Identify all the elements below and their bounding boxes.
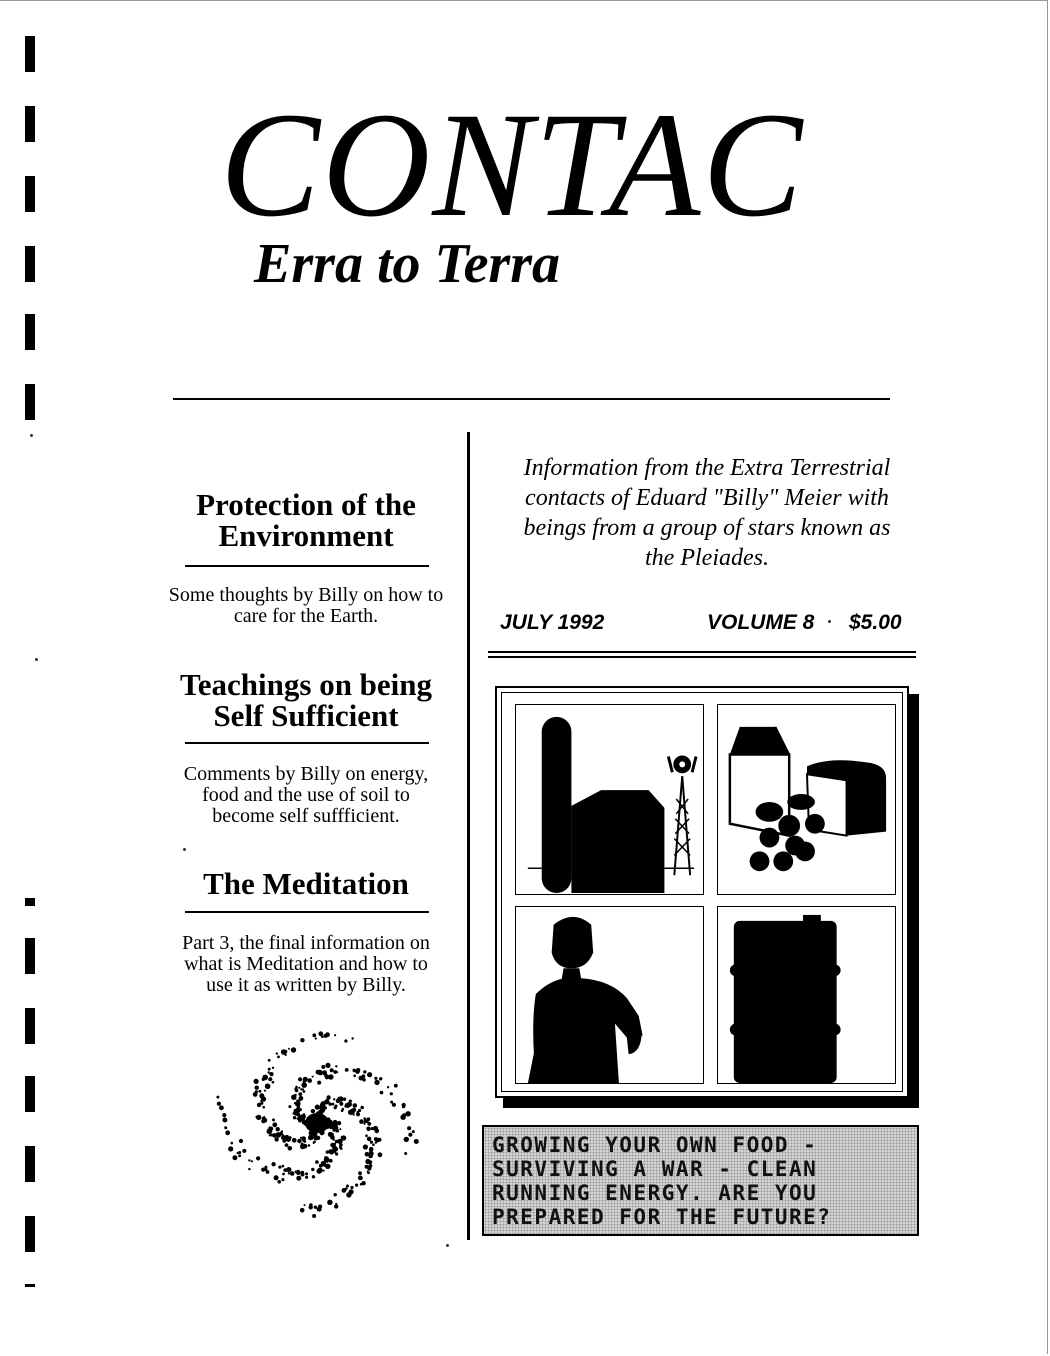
speck	[828, 620, 831, 623]
galaxy-speck	[369, 1151, 374, 1156]
galaxy-speck	[328, 1102, 331, 1105]
magazine-title: CONTAC	[220, 82, 805, 248]
galaxy-speck	[317, 1207, 322, 1212]
galaxy-speck	[367, 1122, 371, 1126]
galaxy-speck	[328, 1149, 333, 1154]
galaxy-speck	[282, 1165, 285, 1168]
article-title-line: Teachings on being	[179, 667, 433, 702]
binder-hole-mark	[25, 938, 35, 974]
galaxy-speck	[300, 1208, 305, 1213]
galaxy-speck	[308, 1135, 314, 1141]
galaxy-speck	[367, 1072, 372, 1077]
galaxy-speck	[268, 1071, 270, 1073]
galaxy-speck	[358, 1171, 362, 1175]
galaxy-speck	[242, 1149, 246, 1153]
galaxy-speck	[269, 1134, 271, 1136]
galaxy-speck	[277, 1180, 281, 1184]
galaxy-speck	[325, 1164, 330, 1169]
galaxy-speck	[359, 1119, 364, 1124]
article-description-line: Comments by Billy on energy,	[183, 763, 429, 785]
galaxy-speck	[300, 1144, 305, 1149]
galaxy-speck	[272, 1118, 275, 1121]
banner-line: GROWING YOUR OWN FOOD -	[492, 1133, 818, 1157]
speck	[446, 1244, 449, 1247]
galaxy-speck	[363, 1117, 366, 1120]
galaxy-speck	[350, 1186, 353, 1189]
galaxy-speck	[216, 1096, 219, 1099]
galaxy-speck	[258, 1090, 261, 1093]
galaxy-speck	[379, 1077, 382, 1080]
galaxy-speck	[336, 1126, 339, 1129]
food-cell	[717, 704, 896, 895]
galaxy-speck	[335, 1065, 337, 1067]
oil-barrel-icon	[718, 907, 895, 1083]
galaxy-speck	[350, 1112, 353, 1115]
binder-hole-mark	[25, 246, 35, 282]
binder-hole-mark	[25, 314, 35, 350]
galaxy-speck	[357, 1111, 360, 1114]
galaxy-speck	[281, 1178, 284, 1181]
illustration-panel	[495, 686, 909, 1098]
galaxy-speck	[390, 1092, 393, 1095]
binder-hole-mark	[25, 898, 35, 906]
issue-divider	[488, 656, 916, 658]
galaxy-speck	[334, 1147, 338, 1151]
galaxy-speck	[293, 1116, 296, 1119]
milk-bread-fruit-icon	[718, 705, 895, 894]
issue-date: JULY 1992	[500, 611, 605, 634]
galaxy-speck	[268, 1068, 271, 1071]
galaxy-speck	[343, 1098, 346, 1101]
galaxy-speck	[251, 1160, 253, 1162]
galaxy-speck	[317, 1081, 321, 1085]
galaxy-speck	[278, 1166, 281, 1169]
galaxy-speck	[339, 1102, 343, 1106]
intro-line: Information from the Extra Terrestrial	[523, 455, 891, 481]
galaxy-core	[305, 1113, 329, 1133]
galaxy-speck	[352, 1108, 356, 1112]
galaxy-speck	[319, 1106, 323, 1110]
galaxy-speck	[319, 1165, 322, 1168]
binder-hole-mark	[25, 106, 35, 142]
intro-text	[492, 453, 922, 573]
galaxy-speck	[375, 1129, 380, 1134]
article-underline	[185, 911, 429, 913]
galaxy-speck	[264, 1090, 266, 1092]
galaxy-speck	[288, 1048, 290, 1050]
binder-hole-mark	[25, 1146, 35, 1182]
galaxy-speck	[380, 1091, 384, 1095]
galaxy-speck	[224, 1126, 227, 1129]
galaxy-speck	[333, 1120, 338, 1125]
issue-volume: VOLUME 8	[707, 611, 815, 634]
galaxy-speck	[367, 1171, 370, 1174]
galaxy-speck	[333, 1098, 335, 1100]
banner-box	[482, 1125, 919, 1236]
binder-hole-mark	[25, 1284, 35, 1287]
column-divider	[467, 432, 470, 1240]
galaxy-speck	[335, 1105, 338, 1108]
galaxy-speck	[345, 1068, 349, 1072]
galaxy-speck	[311, 1168, 314, 1171]
galaxy-speck	[335, 1203, 337, 1205]
galaxy-speck	[232, 1155, 237, 1160]
person-cell	[515, 906, 704, 1084]
galaxy-speck	[254, 1079, 259, 1084]
galaxy-speck	[405, 1111, 410, 1116]
galaxy-speck	[367, 1137, 372, 1142]
galaxy-speck	[335, 1129, 339, 1133]
galaxy-speck	[404, 1152, 407, 1155]
galaxy-speck	[238, 1154, 241, 1157]
banner-line: RUNNING ENERGY. ARE YOU	[492, 1181, 818, 1205]
galaxy-speck	[219, 1105, 224, 1110]
galaxy-speck	[297, 1139, 301, 1143]
galaxy-speck	[296, 1107, 301, 1112]
galaxy-speck	[272, 1081, 275, 1084]
galaxy-speck	[394, 1084, 398, 1088]
article-title-line: Protection of the	[196, 487, 416, 522]
galaxy-speck	[312, 1033, 316, 1037]
issue-price: $5.00	[849, 611, 902, 634]
galaxy-speck	[328, 1074, 333, 1079]
galaxy-speck	[324, 1034, 328, 1038]
article-description-line: food and the use of soil to	[202, 784, 410, 806]
galaxy-speck	[318, 1031, 323, 1036]
person-silhouette-icon	[516, 907, 703, 1083]
article-description-line: what is Meditation and how to	[184, 953, 428, 975]
galaxy-speck	[276, 1127, 280, 1131]
galaxy-speck	[314, 1206, 317, 1209]
galaxy-speck	[238, 1151, 241, 1154]
galaxy-speck	[363, 1144, 368, 1149]
article-underline	[185, 565, 429, 567]
article-title	[150, 669, 462, 731]
binder-hole-mark	[25, 1076, 35, 1112]
galaxy-speck	[407, 1126, 411, 1130]
galaxy-speck	[277, 1133, 280, 1136]
article-underline	[185, 742, 429, 744]
galaxy-speck	[288, 1105, 291, 1108]
article-description-line: Part 3, the final information on	[182, 932, 430, 954]
galaxy-speck	[326, 1095, 330, 1099]
galaxy-speck	[284, 1050, 288, 1054]
article-description-line: Some thoughts by Billy on how to	[168, 584, 444, 606]
galaxy-speck	[404, 1137, 409, 1142]
galaxy-speck	[372, 1144, 375, 1147]
galaxy-speck	[299, 1096, 304, 1101]
galaxy-speck	[374, 1137, 378, 1141]
galaxy-speck	[341, 1110, 344, 1113]
galaxy-speck	[365, 1134, 368, 1137]
galaxy-speck	[262, 1075, 268, 1081]
galaxy-speck	[358, 1176, 363, 1181]
galaxy-speck	[339, 1128, 341, 1130]
binder-hole-mark	[25, 1216, 35, 1252]
article-description	[150, 764, 462, 827]
galaxy-speck	[222, 1113, 226, 1117]
banner-line: SURVIVING A WAR - CLEAN	[492, 1157, 818, 1181]
galaxy-speck	[412, 1130, 415, 1133]
galaxy-speck	[296, 1176, 301, 1181]
speck	[35, 658, 38, 661]
galaxy-speck	[217, 1102, 220, 1105]
article-title-line: Self Sufficient	[213, 698, 399, 733]
galaxy-speck	[312, 1076, 314, 1078]
galaxy-speck	[337, 1097, 342, 1102]
galaxy-speck	[329, 1159, 333, 1163]
galaxy-speck	[255, 1090, 258, 1093]
galaxy-speck	[334, 1034, 336, 1036]
issue-divider	[488, 651, 916, 653]
galaxy-speck	[334, 1193, 337, 1196]
galaxy-speck	[302, 1139, 304, 1141]
galaxy-speck	[321, 1065, 325, 1069]
galaxy-speck	[315, 1105, 320, 1110]
galaxy-speck	[330, 1143, 334, 1147]
galaxy-speck	[255, 1116, 257, 1118]
galaxy-speck	[363, 1070, 366, 1073]
galaxy-speck	[291, 1047, 296, 1052]
galaxy-speck	[360, 1106, 364, 1110]
galaxy-speck	[322, 1164, 324, 1166]
galaxy-speck	[322, 1070, 327, 1075]
galaxy-speck	[248, 1159, 250, 1161]
galaxy-speck	[300, 1137, 302, 1139]
galaxy-speck	[298, 1077, 302, 1081]
binder-hole-mark	[25, 176, 35, 212]
galaxy-speck	[325, 1063, 330, 1068]
galaxy-speck	[285, 1135, 289, 1139]
galaxy-speck	[225, 1130, 230, 1135]
galaxy-speck	[262, 1118, 267, 1123]
galaxy-speck	[288, 1146, 293, 1151]
galaxy-speck	[320, 1073, 322, 1075]
article-title	[150, 868, 462, 899]
galaxy-speck	[312, 1175, 315, 1178]
galaxy-speck	[339, 1146, 342, 1149]
galaxy-speck	[272, 1122, 277, 1127]
galaxy-speck	[330, 1068, 334, 1072]
galaxy-speck	[298, 1087, 300, 1089]
galaxy-speck	[268, 1077, 272, 1081]
galaxy-speck	[355, 1184, 358, 1187]
galaxy-speck	[378, 1138, 382, 1142]
galaxy-speck	[315, 1134, 318, 1137]
galaxy-speck	[285, 1054, 287, 1056]
galaxy-speck	[279, 1132, 283, 1136]
article-description	[150, 585, 462, 627]
article-title	[150, 489, 462, 551]
intro-line: beings from a group of stars known as	[523, 515, 891, 541]
binder-hole-mark	[25, 384, 35, 420]
speck	[30, 434, 33, 437]
intro-line: contacts of Eduard "Billy" Meier with	[525, 485, 889, 511]
galaxy-speck	[311, 1109, 315, 1113]
galaxy-speck	[387, 1086, 389, 1088]
galaxy-speck	[294, 1088, 297, 1091]
galaxy-speck	[333, 1139, 335, 1141]
banner-line: PREPARED FOR THE FUTURE?	[492, 1205, 832, 1229]
galaxy-speck	[266, 1170, 270, 1174]
galaxy-speck	[276, 1052, 278, 1054]
galaxy-speck	[345, 1187, 348, 1190]
galaxy-speck	[402, 1105, 405, 1108]
galaxy-speck	[300, 1038, 304, 1042]
galaxy-speck	[327, 1200, 332, 1205]
galaxy-speck	[274, 1175, 279, 1180]
galaxy-speck	[362, 1074, 366, 1078]
galaxy-speck	[262, 1106, 265, 1109]
galaxy-speck	[301, 1114, 304, 1117]
galaxy-speck	[292, 1112, 294, 1114]
galaxy-speck	[294, 1094, 297, 1097]
galaxy-speck	[365, 1165, 369, 1169]
spiral-galaxy-icon	[212, 1018, 427, 1233]
galaxy-speck	[337, 1121, 341, 1125]
galaxy-speck	[265, 1084, 268, 1087]
galaxy-speck	[344, 1039, 347, 1042]
galaxy-speck	[296, 1112, 300, 1116]
galaxy-speck	[353, 1075, 356, 1078]
galaxy-speck	[292, 1138, 297, 1143]
galaxy-speck	[375, 1142, 377, 1144]
galaxy-speck	[288, 1172, 290, 1174]
galaxy-speck	[277, 1056, 280, 1059]
galaxy-speck	[256, 1156, 260, 1160]
galaxy-speck	[374, 1077, 377, 1080]
galaxy-speck	[323, 1170, 325, 1172]
galaxy-speck	[356, 1068, 360, 1072]
farm-cell	[515, 704, 704, 895]
galaxy-speck	[274, 1137, 278, 1141]
galaxy-speck	[331, 1103, 334, 1106]
intro-line: the Pleiades.	[645, 545, 769, 571]
galaxy-speck	[335, 1152, 338, 1155]
galaxy-speck	[352, 1113, 354, 1115]
galaxy-speck	[285, 1143, 289, 1147]
galaxy-speck	[228, 1146, 233, 1151]
galaxy-speck	[268, 1059, 271, 1062]
barrel-cell	[717, 906, 896, 1084]
galaxy-speck	[392, 1103, 396, 1107]
galaxy-speck	[414, 1139, 419, 1144]
galaxy-speck	[301, 1082, 307, 1088]
galaxy-speck	[366, 1127, 371, 1132]
galaxy-speck	[378, 1153, 380, 1155]
galaxy-speck	[315, 1160, 319, 1164]
galaxy-speck	[296, 1099, 298, 1101]
article-description	[150, 933, 462, 996]
galaxy-speck	[295, 1170, 298, 1173]
galaxy-speck	[303, 1090, 306, 1093]
galaxy-speck	[308, 1144, 311, 1147]
galaxy-speck	[347, 1102, 352, 1107]
galaxy-speck	[315, 1037, 317, 1039]
galaxy-speck	[351, 1037, 353, 1039]
article-title-line: The Meditation	[203, 866, 409, 901]
galaxy-speck	[374, 1080, 379, 1085]
galaxy-speck	[321, 1102, 323, 1104]
galaxy-speck	[304, 1204, 306, 1206]
galaxy-speck	[336, 1071, 338, 1073]
galaxy-speck	[313, 1141, 316, 1144]
galaxy-speck	[363, 1123, 365, 1125]
galaxy-speck	[309, 1205, 313, 1209]
galaxy-speck	[370, 1141, 373, 1144]
galaxy-speck	[300, 1088, 302, 1090]
galaxy-speck	[320, 1111, 322, 1113]
galaxy-speck	[362, 1078, 366, 1082]
galaxy-speck	[305, 1172, 308, 1175]
galaxy-speck	[353, 1103, 358, 1108]
galaxy-speck	[361, 1181, 365, 1185]
speck	[183, 848, 186, 851]
article-description-line: become self suffficient.	[212, 805, 400, 827]
article-description-line: care for the Earth.	[233, 605, 379, 627]
article-description-line: use it as written by Billy.	[206, 974, 406, 996]
galaxy-speck	[312, 1214, 316, 1218]
galaxy-speck	[337, 1139, 342, 1144]
galaxy-speck	[260, 1100, 262, 1102]
galaxy-speck	[257, 1103, 261, 1107]
galaxy-speck	[366, 1117, 370, 1121]
binder-hole-mark	[25, 1008, 35, 1044]
galaxy-speck	[231, 1142, 234, 1145]
galaxy-speck	[268, 1126, 271, 1129]
galaxy-speck	[239, 1139, 243, 1143]
binder-hole-mark	[25, 36, 35, 72]
banner-text	[492, 1133, 912, 1229]
galaxy-speck	[307, 1078, 312, 1083]
galaxy-speck	[346, 1185, 349, 1188]
galaxy-speck	[295, 1101, 301, 1107]
galaxy-speck	[349, 1189, 354, 1194]
galaxy-speck	[271, 1162, 275, 1166]
galaxy-speck	[248, 1168, 250, 1170]
galaxy-speck	[368, 1160, 372, 1164]
galaxy-speck	[261, 1168, 265, 1172]
article-title-line: Environment	[218, 518, 394, 553]
galaxy-speck	[272, 1133, 277, 1138]
galaxy-speck	[330, 1124, 334, 1128]
galaxy-speck	[269, 1072, 273, 1076]
farm-silo-windmill-icon	[516, 705, 703, 894]
magazine-subtitle: Erra to Terra	[254, 233, 561, 295]
galaxy-speck	[222, 1118, 227, 1123]
galaxy-speck	[282, 1173, 285, 1176]
galaxy-speck	[290, 1171, 295, 1176]
galaxy-speck	[297, 1117, 299, 1119]
galaxy-speck	[283, 1168, 287, 1172]
galaxy-speck	[408, 1133, 412, 1137]
galaxy-speck	[255, 1086, 259, 1090]
galaxy-speck	[317, 1169, 322, 1174]
galaxy-speck	[272, 1067, 274, 1069]
galaxy-speck	[301, 1173, 305, 1177]
galaxy-speck	[303, 1077, 308, 1082]
masthead-divider	[173, 398, 890, 400]
galaxy-speck	[298, 1092, 302, 1096]
galaxy-speck	[305, 1176, 308, 1179]
